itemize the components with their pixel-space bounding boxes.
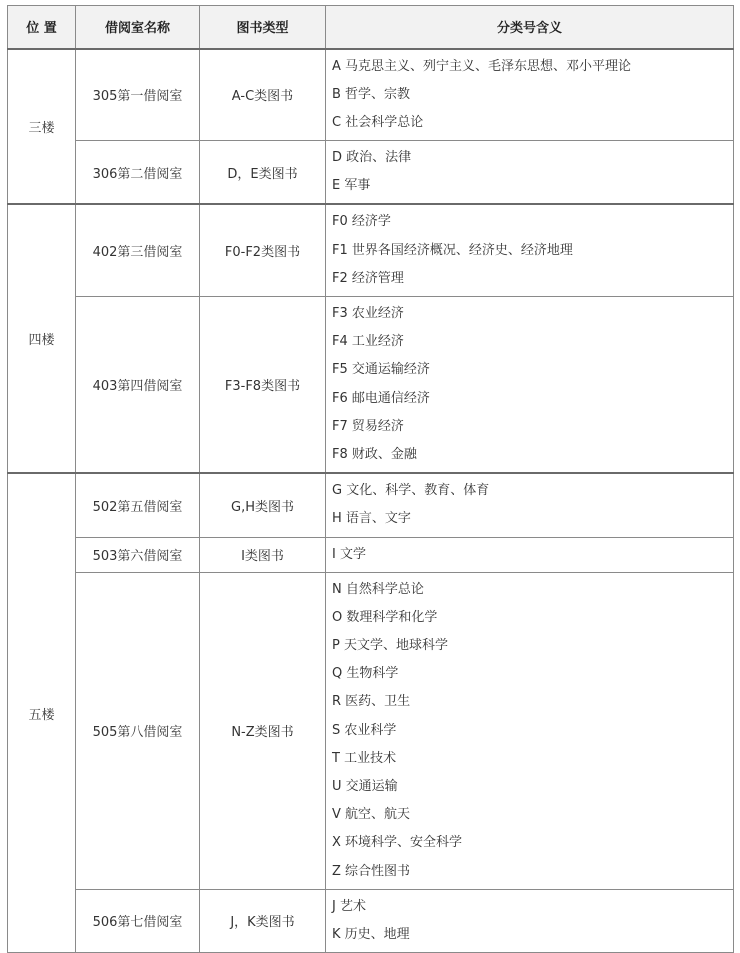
- library-room-table: [7, 5, 734, 953]
- class-item: F0 经济学: [332, 214, 391, 230]
- room-name-cell: 403第四借阅室: [76, 297, 200, 474]
- class-item: F7 贸易经济: [332, 418, 404, 434]
- class-item: G 文化、科学、教育、体育: [332, 483, 490, 499]
- table-row: [8, 889, 734, 952]
- header-room-name: 借阅室名称: [76, 6, 200, 49]
- book-type-cell: I类图书: [200, 537, 326, 572]
- class-item: U 交通运输: [332, 779, 398, 794]
- header-row: [8, 6, 734, 49]
- class-item: F2 经济管理: [332, 270, 404, 286]
- room-name-cell: 506第七借阅室: [76, 889, 200, 952]
- class-item: E 军事: [332, 178, 371, 194]
- table-row: [8, 473, 734, 537]
- room-name-cell: 402第三借阅室: [76, 204, 200, 296]
- room-name-cell: 306第二借阅室: [76, 141, 200, 205]
- class-list-cell: [326, 537, 734, 572]
- room-name-cell: 503第六借阅室: [76, 537, 200, 572]
- table-row: [8, 49, 734, 141]
- class-item: F3 农业经济: [332, 306, 404, 321]
- table-row: [8, 572, 734, 889]
- class-item: P 天文学、地球科学: [332, 638, 448, 654]
- table-row: [8, 537, 734, 572]
- table-row: [8, 297, 734, 474]
- book-type-cell: D，E类图书: [200, 141, 326, 205]
- class-item: N 自然科学总论: [332, 581, 424, 597]
- room-name-cell: 305第一借阅室: [76, 49, 200, 141]
- book-type-cell: F0-F2类图书: [200, 204, 326, 296]
- room-name-cell: 502第五借阅室: [76, 473, 200, 537]
- class-item: A 马克思主义、列宁主义、毛泽东思想、邓小平理论: [332, 58, 632, 74]
- class-item: F1 世界各国经济概况、经济史、经济地理: [332, 242, 573, 258]
- floor-cell: 三楼: [8, 49, 76, 205]
- room-name-cell: 505第八借阅室: [76, 572, 200, 889]
- book-type-cell: F3-F8类图书: [200, 297, 326, 474]
- class-list-cell: [326, 49, 734, 141]
- table-row: [8, 141, 734, 205]
- class-item: X 环境科学、安全科学: [332, 835, 463, 851]
- floor-cell: 五楼: [8, 473, 76, 953]
- class-item: C 社会科学总论: [332, 114, 424, 130]
- book-type-cell: G,H类图书: [200, 473, 326, 537]
- class-item: F8 财政、金融: [332, 446, 417, 462]
- class-list-cell: [326, 297, 734, 474]
- class-item: F6 邮电通信经济: [332, 390, 430, 406]
- book-type-cell: J，K类图书: [200, 889, 326, 952]
- class-item: Q 生物科学: [332, 666, 399, 682]
- table-row: [8, 204, 734, 296]
- class-item: H 语言、文字: [332, 511, 411, 527]
- header-book-type: 图书类型: [200, 6, 326, 49]
- class-item: D 政治、法律: [332, 150, 412, 166]
- class-item: J 艺术: [332, 898, 366, 914]
- header-location: 位 置: [8, 6, 76, 49]
- class-item: V 航空、航天: [332, 807, 411, 823]
- class-item: T 工业技术: [332, 750, 397, 766]
- class-list-cell: [326, 141, 734, 205]
- class-item: O 数理科学和化学: [332, 609, 438, 625]
- class-item: K 历史、地理: [332, 926, 410, 942]
- class-item: I 文学: [332, 546, 366, 562]
- class-list-cell: [326, 204, 734, 296]
- header-class-meaning: 分类号含义: [326, 6, 734, 49]
- class-item: S 农业科学: [332, 722, 397, 738]
- class-list-cell: [326, 473, 734, 537]
- class-list-cell: [326, 889, 734, 952]
- class-item: Z 综合性图书: [332, 863, 411, 879]
- book-type-cell: N-Z类图书: [200, 572, 326, 889]
- class-list-cell: [326, 572, 734, 889]
- class-item: F5 交通运输经济: [332, 362, 430, 378]
- floor-cell: 四楼: [8, 204, 76, 473]
- class-item: F4 工业经济: [332, 334, 404, 350]
- class-item: B 哲学、宗教: [332, 86, 411, 102]
- class-item: R 医药、卫生: [332, 694, 411, 710]
- book-type-cell: A-C类图书: [200, 49, 326, 141]
